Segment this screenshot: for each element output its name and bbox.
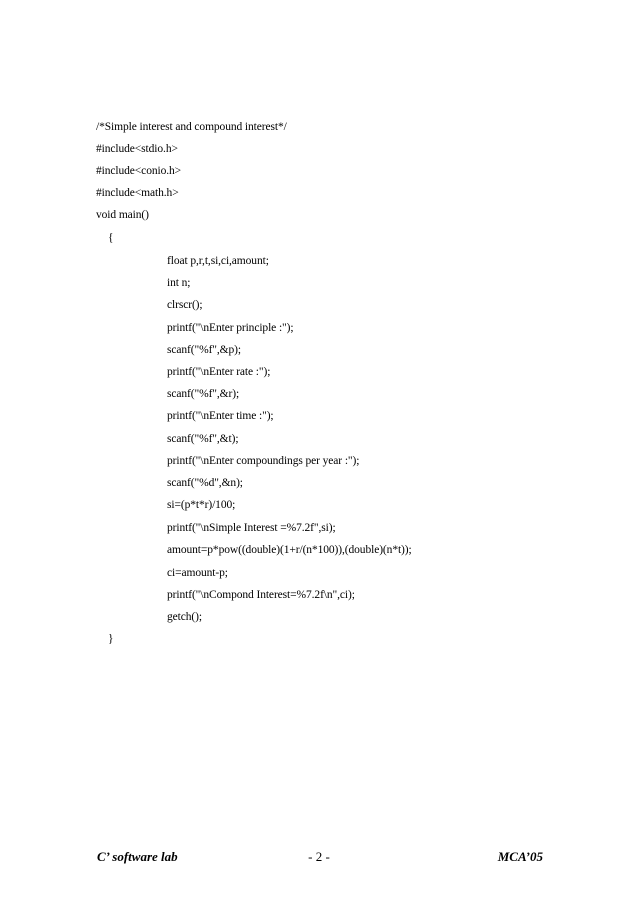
page-footer bbox=[0, 845, 638, 871]
code-line: printf("\nEnter compoundings per year :"); bbox=[167, 455, 360, 467]
code-line: #include<conio.h> bbox=[96, 165, 182, 177]
code-line: scanf("%d",&n); bbox=[167, 477, 243, 489]
footer-course-code: MCA’05 bbox=[497, 849, 543, 864]
code-line: printf("\nCompond Interest=%7.2f\n",ci); bbox=[167, 589, 355, 601]
footer-course-title: C’ software lab bbox=[97, 849, 178, 864]
code-line: } bbox=[108, 633, 114, 645]
code-line: printf("\nEnter principle :"); bbox=[167, 322, 294, 334]
code-line: #include<stdio.h> bbox=[96, 143, 178, 155]
code-line: void main() bbox=[96, 209, 149, 221]
footer-page-number: - 2 - bbox=[308, 849, 330, 864]
code-line: float p,r,t,si,ci,amount; bbox=[167, 255, 269, 267]
code-line: int n; bbox=[167, 277, 191, 289]
code-line: getch(); bbox=[167, 611, 202, 623]
code-line: scanf("%f",&p); bbox=[167, 344, 241, 356]
code-line: printf("\nSimple Interest =%7.2f",si); bbox=[167, 522, 336, 534]
code-line: printf("\nEnter time :"); bbox=[167, 410, 274, 422]
code-line: ci=amount-p; bbox=[167, 567, 228, 579]
code-line: amount=p*pow((double)(1+r/(n*100)),(double)(n*t)); bbox=[167, 544, 412, 556]
code-line: scanf("%f",&r); bbox=[167, 388, 240, 400]
code-line: clrscr(); bbox=[167, 299, 203, 311]
code-line: /*Simple interest and compound interest*/ bbox=[96, 121, 287, 133]
code-line: { bbox=[108, 232, 114, 244]
code-line: #include<math.h> bbox=[96, 187, 179, 199]
code-line: si=(p*t*r)/100; bbox=[167, 499, 236, 511]
code-line: scanf("%f",&t); bbox=[167, 433, 239, 445]
code-line: printf("\nEnter rate :"); bbox=[167, 366, 271, 378]
